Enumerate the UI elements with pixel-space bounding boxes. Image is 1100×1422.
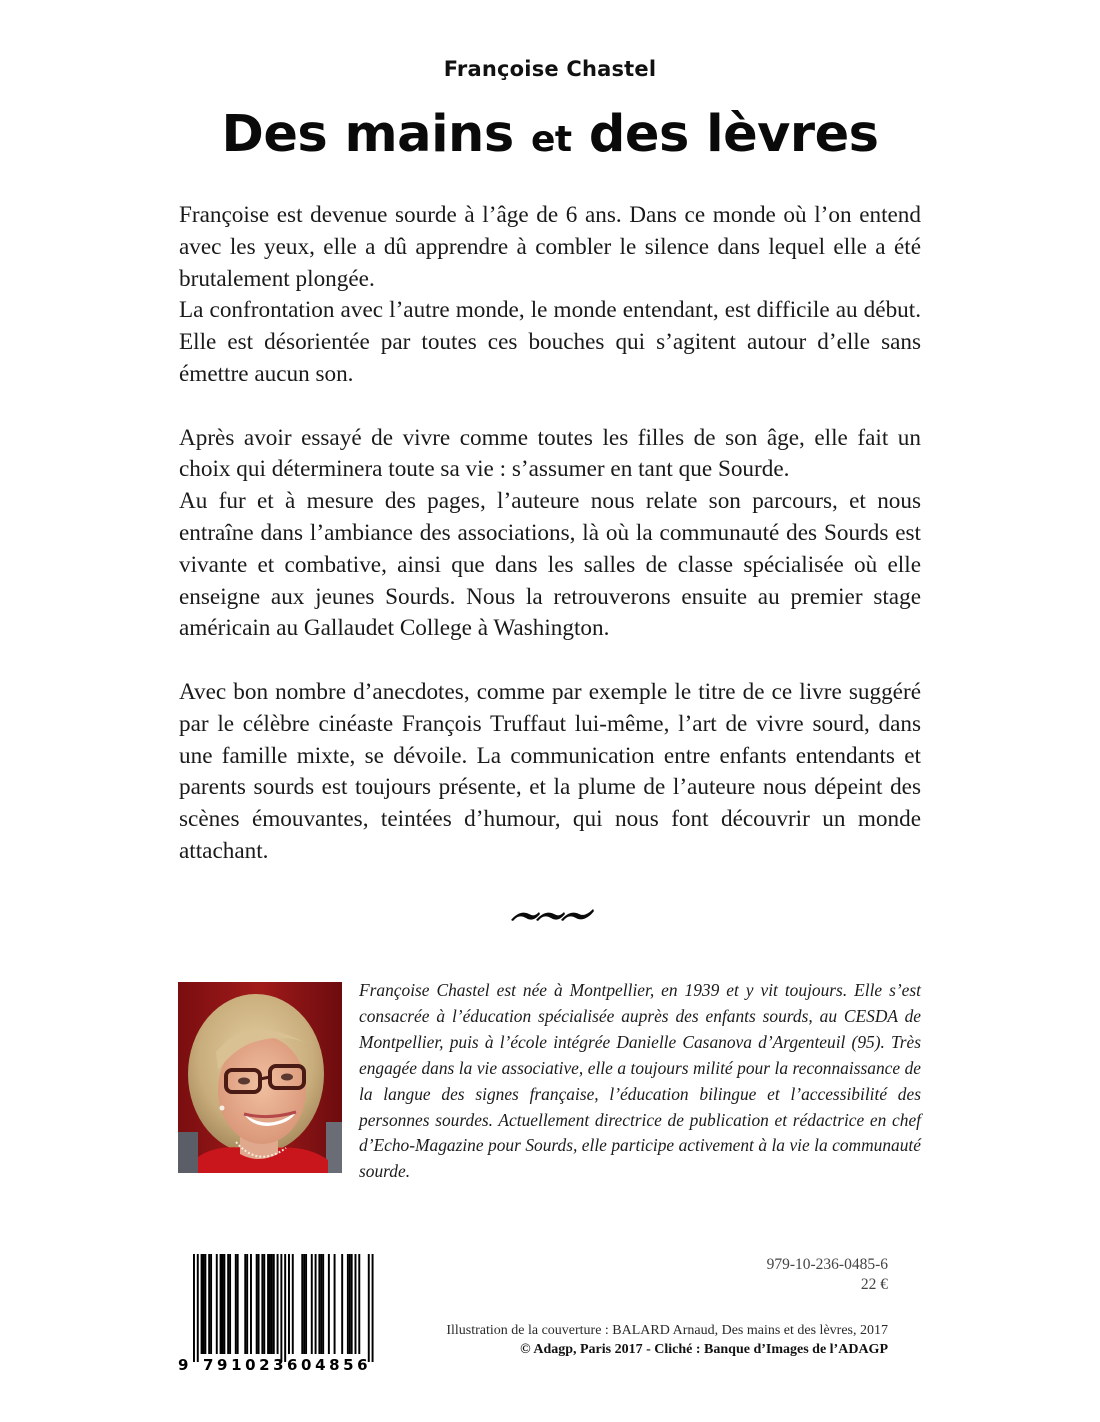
blurb-paragraph: La confrontation avec l’autre monde, le monde entendant, est difficile au début. Elle est désorientée par toutes ces bouches qui s’agitent autour d’elle sans émettre aucun son. — [179, 297, 921, 387]
paragraph-gap — [179, 645, 921, 677]
wave-ornament-icon — [509, 903, 595, 927]
title-connector: et — [531, 119, 572, 160]
isbn-number: 979-10-236-0485-6 — [766, 1256, 888, 1273]
copyright-credit: © Adagp, Paris 2017 - Cliché : Banque d’Images de l’ADAGP — [520, 1342, 888, 1357]
illustration-credit: Illustration de la couverture : BALARD Arnaud, Des mains et des lèvres, 2017 — [446, 1323, 888, 1338]
portrait-image — [178, 982, 342, 1173]
author-photo — [178, 982, 342, 1173]
blurb-paragraph: Avec bon nombre d’anecdotes, comme par exemple le titre de ce livre suggéré par le célèbre cinéaste François Truffaut lui-même, l’art de vivre sourd, dans une famille mixte, se dévoile. La communication entre enfants entendants et parents sourds est toujours présente, et la plume de l’auteure nous dépeint des scènes émouvantes, teintées d’humour, qui nous font découvrir un monde attachant. — [179, 678, 921, 864]
isbn-barcode — [176, 1252, 381, 1372]
blurb-paragraph: Après avoir essayé de vivre comme toutes les filles de son âge, elle fait un choix qui déterminera toute sa vie : s’assumer en tant que Sourde. — [179, 424, 921, 483]
book-title — [0, 100, 1100, 175]
isbn-block — [767, 1255, 888, 1295]
price: 22 € — [860, 1276, 888, 1293]
barcode-first-digit: 9 — [178, 1356, 189, 1372]
blurb-paragraph: Au fur et à mesure des pages, l’auteure nous relate son parcours, et nous entraîne dans l’ambiance des associations, là où la communauté des Sourds est vivante et combative, ainsi que dans les salles de classe spécialisée où elle enseigne aux jeunes Sourds. Nous la retrouverons ensuite au premier stage américain au Gallaudet College à Washington. — [179, 488, 921, 642]
author-bio: Françoise Chastel est née à Montpellier, en 1939 et y vit toujours. Elle s’est consacrée à l’éducation spécialisée auprès des enfants sourds, au CESDA de Montpellier, puis à l’école intégrée Danielle Casanova d’Argenteuil (95). Très engagée dans la vie associative, elle a toujours milité pour la reconnaissance de la langue des signes française, l’éducation bilingue et l’accessibilité des personnes sourdes. Actuellement directrice de publication et rédactrice en chef d’Echo-Magazine pour Sourds, elle participe activement à la vie la communauté sourde. — [359, 980, 921, 1182]
blurb-text — [179, 200, 921, 868]
barcode-left-digits: 791023 — [203, 1356, 288, 1372]
author-name: Françoise Chastel — [443, 57, 657, 81]
cover-credits — [446, 1321, 888, 1359]
barcode-right-digits: 604856 — [287, 1356, 372, 1372]
paragraph-gap — [179, 391, 921, 423]
title-part-2: des lèvres — [588, 105, 879, 164]
title-part-1: Des mains — [221, 105, 514, 164]
blurb-paragraph: Françoise est devenue sourde à l’âge de 6 ans. Dans ce monde où l’on entend avec les yeux, elle a dû apprendre à combler le silence dans lequel elle a été brutalement plongée. — [179, 202, 921, 292]
